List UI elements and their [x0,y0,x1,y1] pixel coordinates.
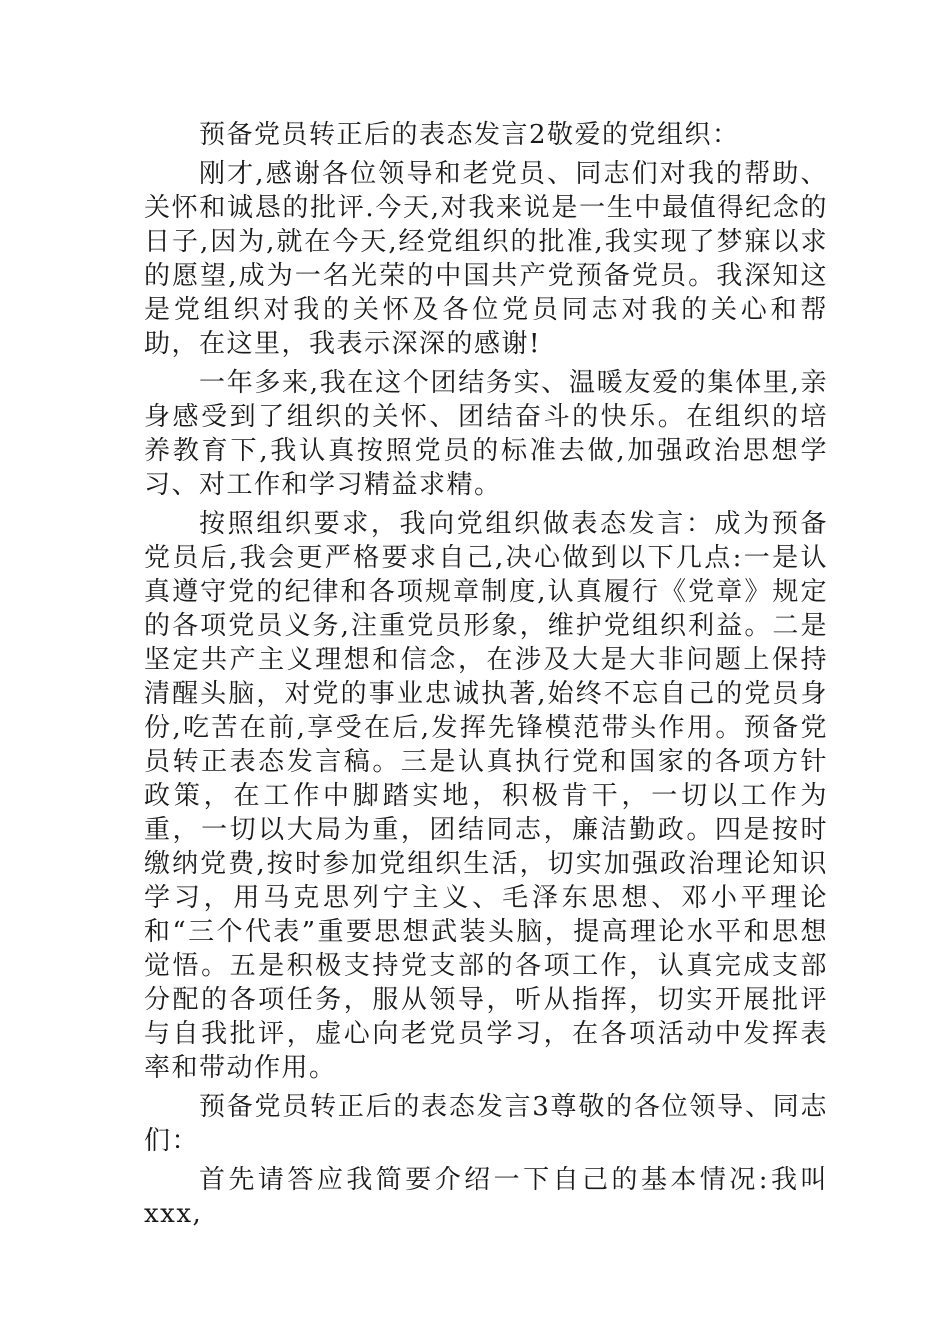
document-body [144,118,828,1236]
paragraph-commitments: 按照组织要求，我向党组织做表态发言：成为预备党员后,我会更严格要求自己,决心做到以下几点:一是认真遵守党的纪律和各项规章制度,认真履行《党章》规定的各项党员义务,注重党员形象，维护党组织利益。二是坚定共产主义理想和信念，在涉及大是大非问题上保持清醒头脑，对党的事业忠诚执著,始终不忘自己的党员身份,吃苦在前,享受在后,发挥先锋模范带头作用。预备党员转正表态发言稿。三是认真执行党和国家的各项方针政策，在工作中脚踏实地，积极肯干，一切以工作为重，一切以大局为重，团结同志，廉洁勤政。四是按时缴纳党费,按时参加党组织生活，切实加强政治理论知识学习，用马克思列宁主义、毛泽东思想、邓小平理论和“三个代表”重要思想武装头脑，提高理论水平和思想觉悟。五是积极支持党支部的各项工作，认真完成支部分配的各项任务，服从领导，听从指挥，切实开展批评与自我批评，虚心向老党员学习，在各项活动中发挥表率和带动作用。 [144,509,828,1083]
section-heading-3: 预备党员转正后的表态发言3尊敬的各位领导、同志们： [144,1092,828,1156]
paragraph-thanks: 刚才,感谢各位领导和老党员、同志们对我的帮助、关怀和诚恳的批评.今天,对我来说是一生中最值得纪念的日子,因为,就在今天,经党组织的批准,我实现了梦寐以求的愿望,成为一名光荣的中国共产党预备党员。我深知这是党组织对我的关怀及各位党员同志对我的关心和帮助，在这里，我表示深深的感谢! [144,159,828,359]
paragraph-self-intro: 首先请答应我简要介绍一下自己的基本情况:我叫xxx, [144,1165,828,1229]
section-heading-2: 预备党员转正后的表态发言2敬爱的党组织： [199,120,740,150]
paragraph-year-review: 一年多来,我在这个团结务实、温暖友爱的集体里,亲身感受到了组织的关怀、团结奋斗的快乐。在组织的培养教育下,我认真按照党员的标准去做,加强政治思想学习、对工作和学习精益求精。 [144,368,828,500]
